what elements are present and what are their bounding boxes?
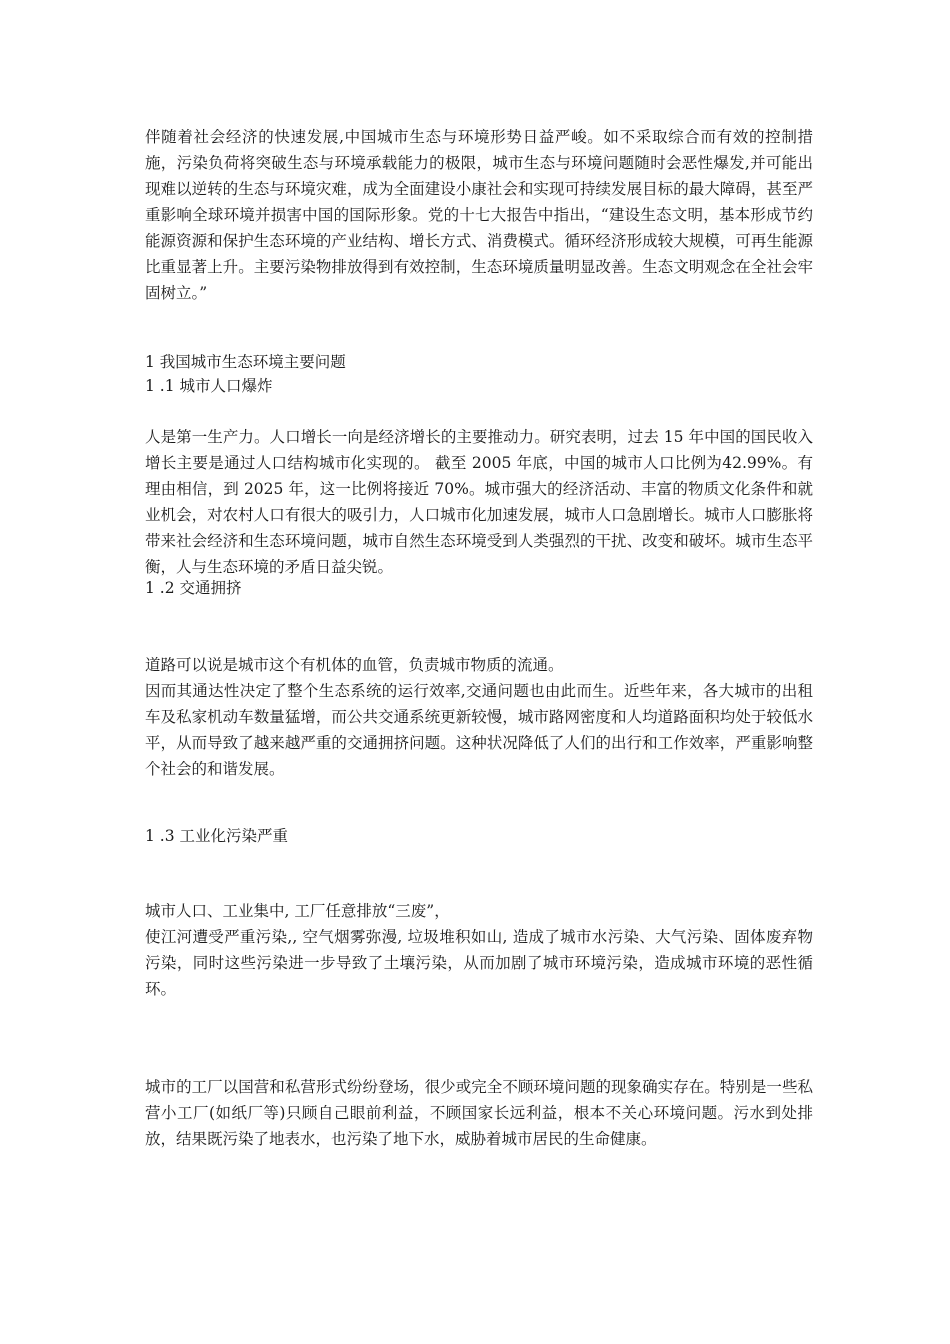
section-1-3-paragraph: 使江河遭受严重污染,, 空气烟雾弥漫, 垃圾堆积如山, 造成了城市水污染、大气污染、固体废弃物污染，同时这些污染进一步导致了土壤污染，从而加剧了城市环境污染，造成城市环境的恶性循环。 xyxy=(145,928,813,998)
section-1-2-body-block xyxy=(145,652,813,782)
section-1-3-second-paragraph: 城市的工厂以国营和私营形式纷纷登场，很少或完全不顾环境问题的现象确实存在。特别是一些私营小工厂(如纸厂等)只顾自己眼前利益，不顾国家长远利益，根本不关心环境问题。污水到处排放，结果既污染了地表水，也污染了地下水，威胁着城市居民的生命健康。 xyxy=(145,1078,813,1148)
section-1-1-heading: 1 .1 城市人口爆炸 xyxy=(145,377,273,395)
intro-paragraph: 伴随着社会经济的快速发展,中国城市生态与环境形势日益严峻。如不采取综合而有效的控制措施，污染负荷将突破生态与环境承载能力的极限，城市生态与环境问题随时会恶性爆发,并可能出现难以逆转的生态与环境灾难，成为全面建设小康社会和实现可持续发展目标的最大障碍，甚至严重影响全球环境并损害中国的国际形象。党的十七大报告中指出，“建设生态文明，基本形成节约能源资源和保护生态环境的产业结构、增长方式、消费模式。循环经济形成较大规模，可再生能源比重显著上升。主要污染物排放得到有效控制，生态环境质量明显改善。生态文明观念在全社会牢固树立。” xyxy=(145,128,813,302)
section-1-1-body-block xyxy=(145,424,813,580)
intro-paragraph-block xyxy=(145,124,813,306)
section-1-3-heading: 1 .3 工业化污染严重 xyxy=(145,827,289,845)
section-1-3-second-block xyxy=(145,1074,813,1152)
section-1-2-lead-line: 道路可以说是城市这个有机体的血管，负责城市物质的流通。 xyxy=(145,656,564,674)
section-1-2-heading: 1 .2 交通拥挤 xyxy=(145,579,242,597)
section-1-2-paragraph: 因而其通达性决定了整个生态系统的运行效率,交通问题也由此而生。近些年来，各大城市的出租车及私家机动车数量猛增，而公共交通系统更新较慢，城市路网密度和人均道路面积均处于较低水平，从而导致了越来越严重的交通拥挤问题。这种状况降低了人们的出行和工作效率，严重影响整个社会的和谐发展。 xyxy=(145,682,813,778)
section-1-3-lead-line: 城市人口、工业集中, 工厂任意排放“三废”， xyxy=(145,902,450,920)
section-1-3-body-block xyxy=(145,898,813,1002)
section-1-1-paragraph: 人是第一生产力。人口增长一向是经济增长的主要推动力。研究表明，过去 15 年中国的国民收入增长主要是通过人口结构城市化实现的。 截至 2005 年底，中国的城市人口比例为42.99%。有理由相信，到 2025 年，这一比例将接近 70%。城市强大的经济活动、丰富的物质文化条件和就业机会，对农村人口有很大的吸引力，人口城市化加速发展，城市人口急剧增长。城市人口膨胀将带来社会经济和生态环境问题，城市自然生态环境受到人类强烈的干扰、改变和破坏。城市生态平衡，人与生态环境的矛盾日益尖锐。 xyxy=(145,428,813,576)
section-1-heading: 1 我国城市生态环境主要问题 xyxy=(145,353,346,371)
